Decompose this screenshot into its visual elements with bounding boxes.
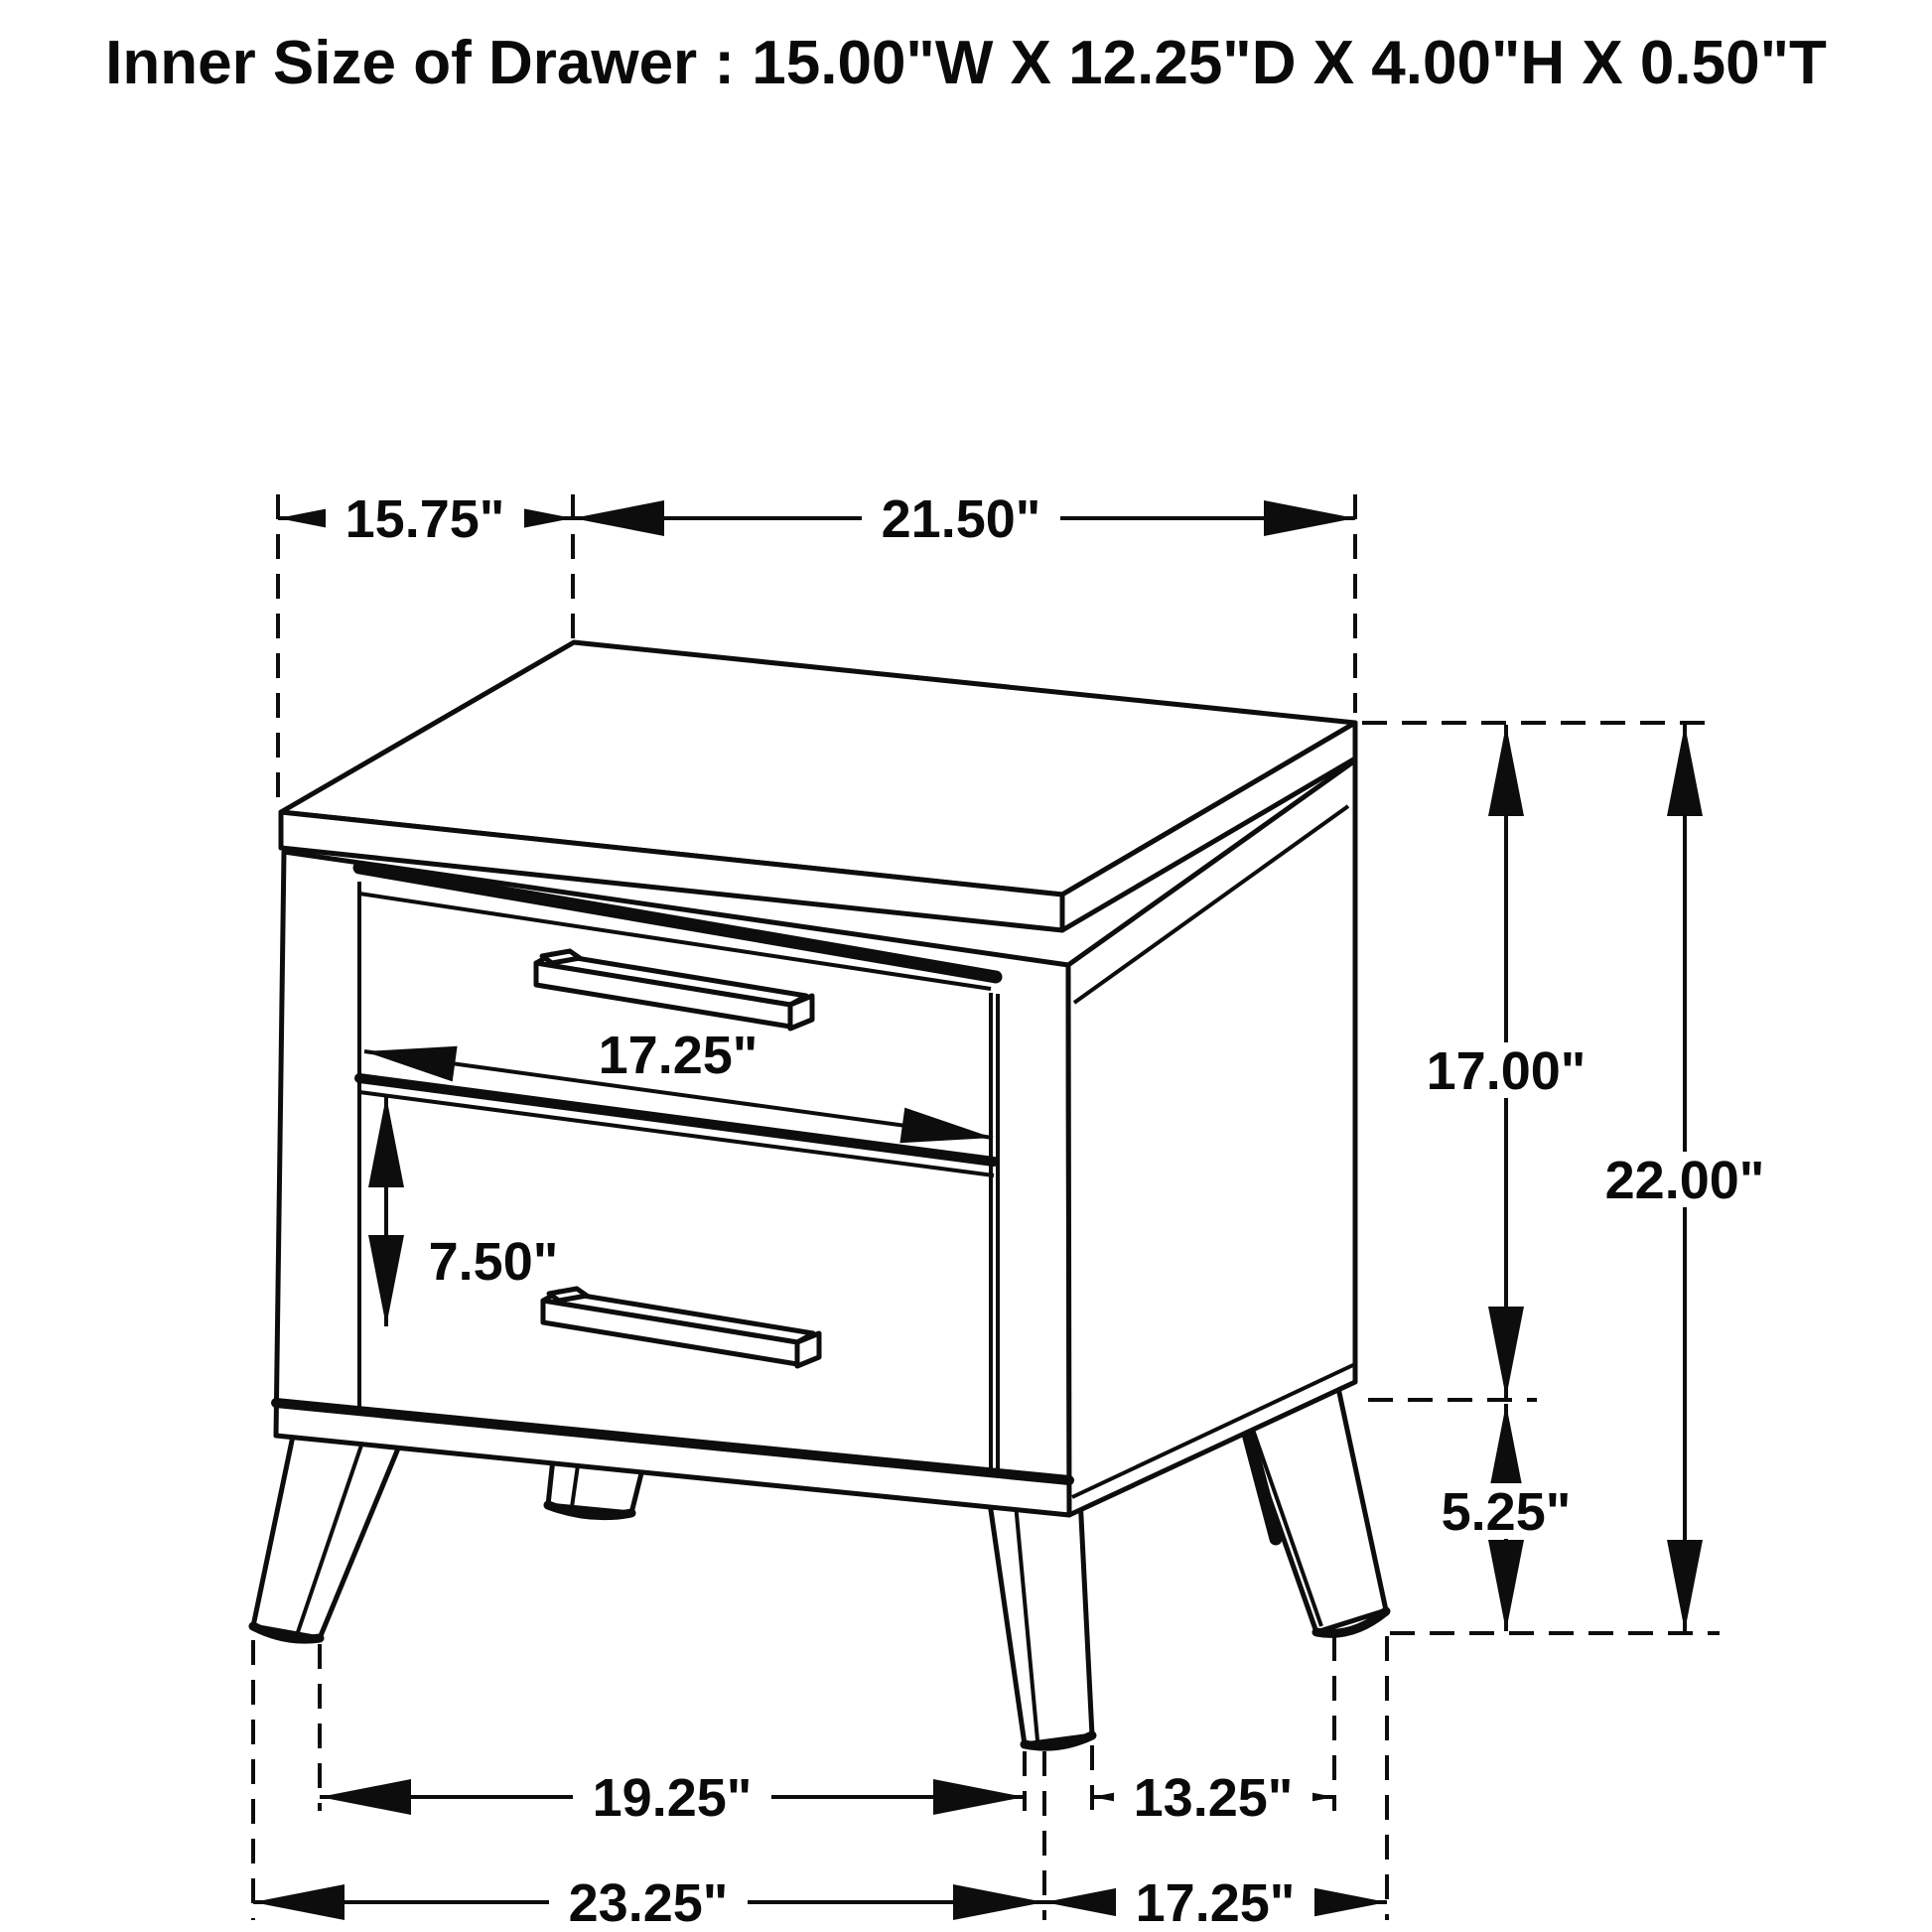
dim-label-drawer-width: 17.25" (598, 1026, 759, 1085)
dim-label-top-width: 21.50" (881, 489, 1041, 549)
dim-label-overall-width: 23.25" (568, 1873, 729, 1932)
page-title: Inner Size of Drawer : 15.00"W X 12.25"D X 4.00"H X 0.50"T (105, 29, 1827, 97)
leg-front-left (253, 1422, 405, 1639)
dim-label-case-height: 17.00" (1426, 1041, 1587, 1101)
dim-label-top-depth: 15.75" (345, 489, 505, 549)
dim-label-overall-depth: 17.25" (1135, 1873, 1296, 1932)
leg-front-right (988, 1489, 1092, 1746)
dim-label-overall-height: 22.00" (1604, 1151, 1765, 1210)
dim-label-leg-height: 5.25" (1441, 1482, 1572, 1542)
dim-label-side-feet-span: 13.25" (1133, 1768, 1294, 1828)
dim-label-front-feet-span: 19.25" (592, 1768, 753, 1828)
dim-label-lower-drawer-height: 7.50" (428, 1232, 559, 1292)
